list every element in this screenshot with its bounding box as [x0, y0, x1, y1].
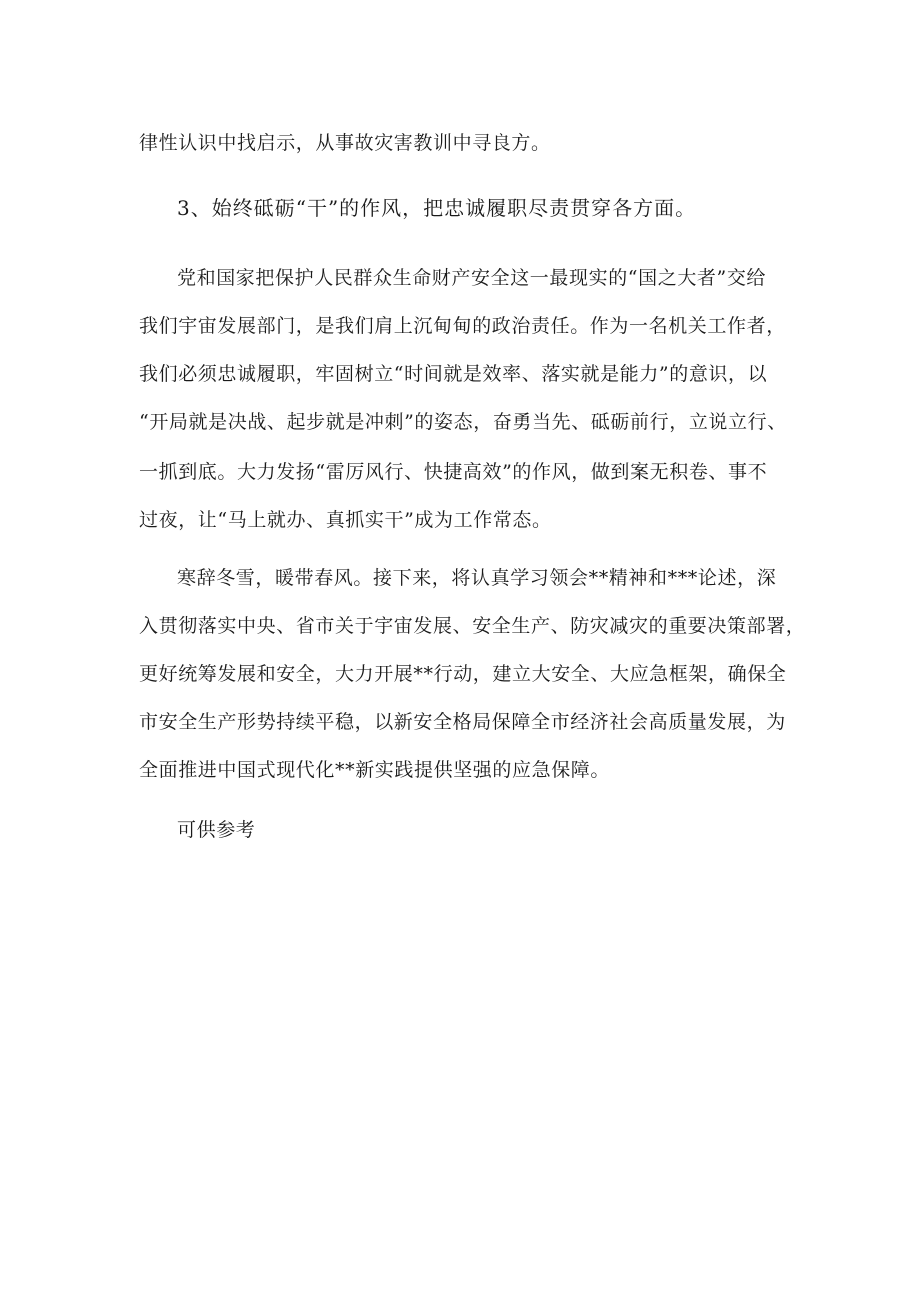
paragraph-line: 我们宇宙发展部门，是我们肩上沉甸甸的政治责任。作为一名机关工作者， [139, 315, 786, 337]
section-heading: 3、始终砥砺“干”的作风，把忠诚履职尽责贯穿各方面。 [177, 196, 697, 220]
paragraph-line: 我们必须忠诚履职，牢固树立“时间就是效率、落实就是能力”的意识，以 [139, 363, 768, 385]
paragraph-line: 寒辞冬雪，暖带春风。接下来，将认真学习领会**精神和***论述，深 [177, 567, 777, 589]
paragraph-line: 一抓到底。大力发扬“雷厉风行、快捷高效”的作风，做到案无积卷、事不 [139, 461, 768, 483]
closing-note: 可供参考 [177, 819, 256, 841]
paragraph-line: 更好统筹发展和安全，大力开展**行动，建立大安全、大应急框架，确保全 [139, 663, 787, 685]
paragraph-line: 市安全生产形势持续平稳，以新安全格局保障全市经济社会高质量发展，为 [139, 711, 786, 733]
paragraph-line: 入贯彻落实中央、省市关于宇宙发展、安全生产、防灾减灾的重要决策部署， [139, 615, 806, 637]
paragraph-line: 党和国家把保护人民群众生命财产安全这一最现实的“国之大者”交给 [177, 267, 767, 289]
paragraph-line: 全面推进中国式现代化**新实践提供坚强的应急保障。 [139, 759, 611, 781]
paragraph-line: 过夜，让“马上就办、真抓实干”成为工作常态。 [139, 509, 552, 531]
paragraph-continuation-line: 律性认识中找启示，从事故灾害教训中寻良方。 [139, 132, 551, 154]
paragraph-line: “开局就是决战、起步就是冲刺”的姿态，奋勇当先、砥砺前行，立说立行、 [139, 411, 787, 433]
